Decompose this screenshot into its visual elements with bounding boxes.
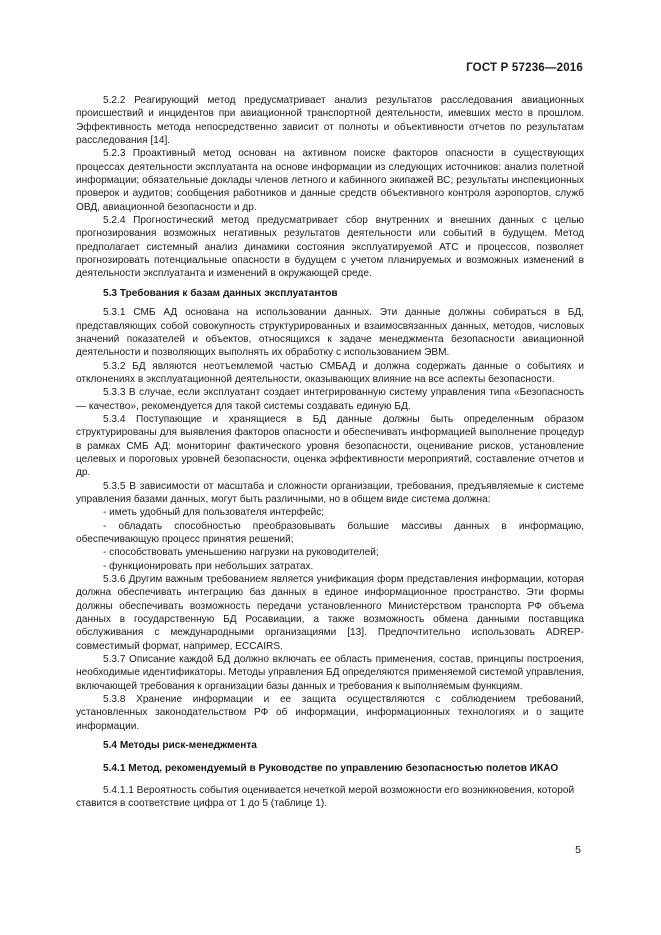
section-heading-5-3: 5.3 Требования к базам данных эксплуатантов [103, 287, 338, 299]
list-item: - иметь удобный для пользователя интерфейс; [103, 507, 325, 519]
document-code: ГОСТ Р 57236—2016 [466, 62, 583, 74]
paragraph-5-3-4: 5.3.4 Поступающие и хранящиеся в БД данные должны быть определенным образом структурированы для выявления факторов опасности и обеспечивать информацией выполнение процедур в рамках СМБ АД: мониторинг фактического уровня безопасности, оценивание рисков, установление целевых и пороговых уровней безопасности, оценка эффективности мероприятий, составление отчетов и др. [76, 413, 584, 479]
paragraph-5-4-1-1: 5.4.1.1 Вероятность события оценивается нечеткой мерой возможности его возникновения, которой ставится в соответствие цифра от 1 до 5 (таблице 1). [76, 784, 575, 810]
paragraph-5-3-6: 5.3.6 Другим важным требованием является унификация форм представления информации, которая должна обеспечивать интеграцию баз данных в единое информационное пространство. Эти формы должны обеспечивать возможность передачи установленного Министерством транспорта РФ объема данных в государственную БД Росавиации, а также возможность обмена данными поставщика обслуживания с международными организациями [13]. Предпочтительно использовать ADREP-совместимый формат, например, ECCAIRS. [76, 574, 584, 652]
section-heading-5-4: 5.4 Методы риск-менеджмента [103, 740, 257, 752]
paragraph-5-2-2: 5.2.2 Реагирующий метод предусматривает анализ результатов расследования авиационных происшествий и инцидентов при авиационной транспортной деятельности, имевших место в прошлом. Эффективность метода непосредственно зависит от полноты и объективности отчетов по результатам расследования [14]. [76, 95, 584, 147]
paragraph-5-3-3: 5.3.3 В случае, если эксплуатант создает интегрированную систему управления типа «Безопасность — качество», рекомендуется для такой системы создавать единую БД. [76, 387, 584, 412]
list-item: - способствовать уменьшению нагрузки на руководителей; [103, 547, 379, 559]
paragraph-5-2-4: 5.2.4 Прогностический метод предусматривает сбор внутренних и внешних данных с целью прогнозирования возможных негативных результатов деятельности или событий в будущем. Метод предполагает системный анализ динамики состояния эксплуатируемой АТС и процессов, позволяет прогнозировать потенциальные опасности в будущем с учетом планируемых и возможных изменений в деятельности эксплуатанта и изменений в окружающей среде. [76, 215, 584, 280]
paragraph-5-3-1: 5.3.1 СМБ АД основана на использовании данных. Эти данные должны собираться в БД, представляющих собой совокупность структурированных и взаимосвязанных данных, методов, числовых значений показателей и объектов, относящихся к задаче менеджмента безопасности авиационной деятельности и позволяющих выполнять их обработку с использованием ЭВМ. [76, 307, 584, 359]
paragraph-5-3-7: 5.3.7 Описание каждой БД должно включать ее область применения, состав, принципы построения, необходимые идентификаторы. Методы управления БД определяются применяемой системой управления, включающей требования к организации базы данных и требования к выполняемым функциям. [76, 654, 584, 692]
list-item: - обладать способностью преобразовывать большие массивы данных в информацию, обеспечивающую процесс принятия решений; [76, 520, 584, 545]
list-item: - функционировать при небольших затратах. [103, 560, 314, 572]
paragraph-5-3-8: 5.3.8 Хранение информации и ее защита осуществляются с соблюдением требований, установленных законодательством РФ об информации, информационных технологиях и о защите информации. [76, 694, 584, 732]
paragraph-5-2-3: 5.2.3 Проактивный метод основан на активном поиске факторов опасности в существующих процессах деятельности эксплуатанта на основе информации из следующих источников: анализ полетной информации; обязательные доклады членов летного и кабинного экипажей ВС; результаты инспекционных проверок и аудитов; сообщения работников и данные средств объективного контроля аэропортов, служб ОВД, авиационной безопасности и др. [76, 148, 584, 213]
paragraph-5-3-2: 5.3.2 БД являются неотъемлемой частью СМБАД и должна содержать данные о событиях и отклонениях в эксплуатационной деятельности, оказывающих влияние на все аспекты безопасности. [76, 360, 584, 385]
paragraph-5-3-5: 5.3.5 В зависимости от масштаба и сложности организации, требования, предъявляемые к системе управления базами данных, могут быть различными, но в общем виде система должна: [76, 480, 584, 505]
document-body [76, 94, 584, 811]
subsection-heading-5-4-1: 5.4.1 Метод, рекомендуемый в Руководстве по управлению безопасностью полетов ИКАО [103, 762, 559, 774]
page-number: 5 [575, 844, 581, 856]
